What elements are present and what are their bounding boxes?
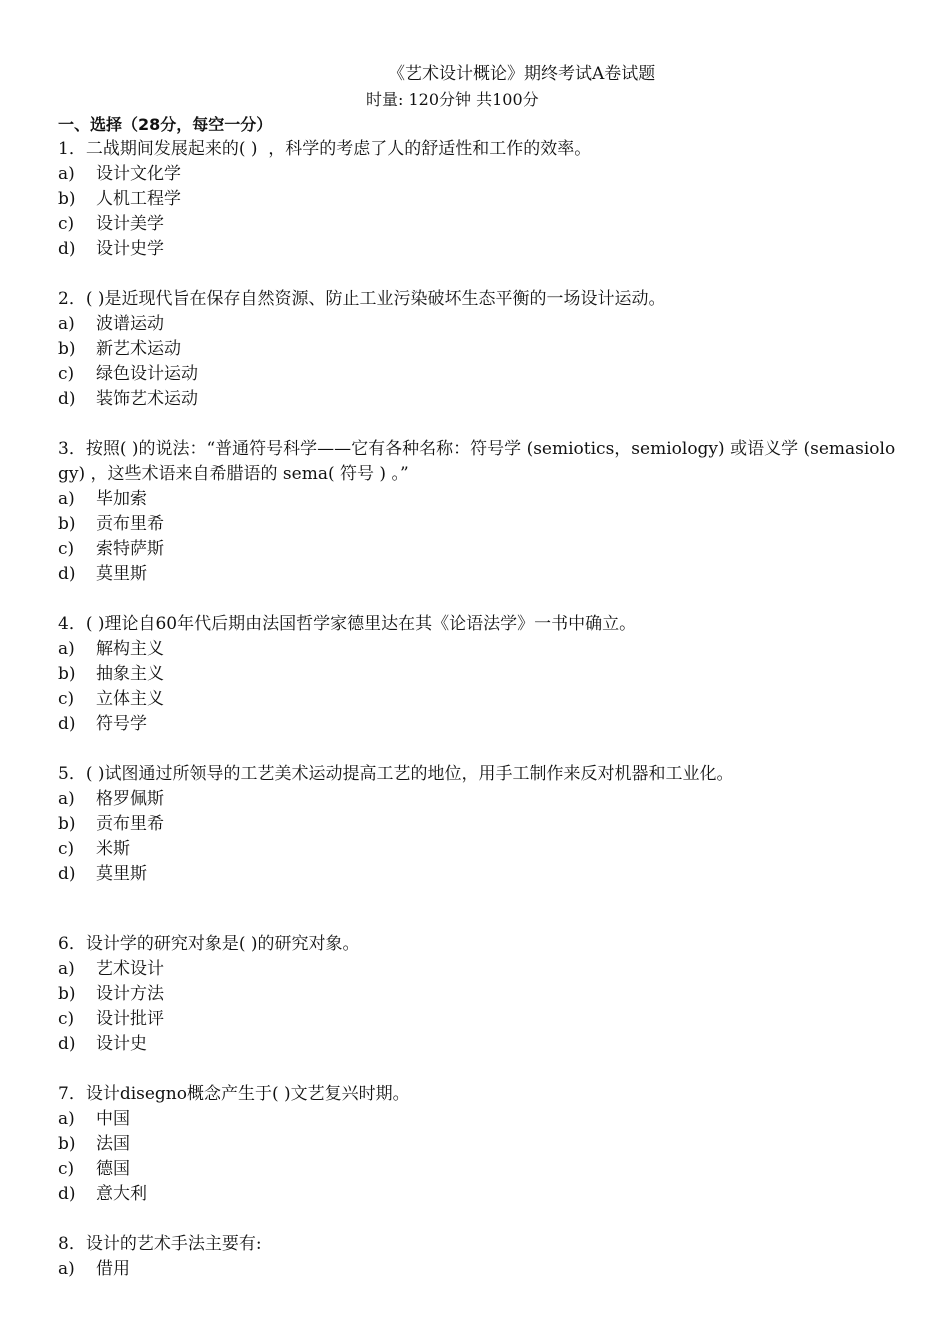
option-text: 设计史 <box>96 1034 147 1054</box>
option-a <box>58 957 898 982</box>
option-text: 法国 <box>96 1134 130 1154</box>
option-d <box>58 1182 898 1207</box>
option-letter: d) <box>58 389 76 409</box>
option-a <box>58 162 898 187</box>
question-1 <box>58 137 898 262</box>
option-letter: c) <box>58 1009 75 1029</box>
option-letter: d) <box>58 564 76 584</box>
option-letter: b) <box>58 339 76 359</box>
option-letter: b) <box>58 814 76 834</box>
option-text: 新艺术运动 <box>96 339 181 359</box>
question-stem: 5．( )试图通过所领导的工艺美术运动提高工艺的地位，用手工制作来反对机器和工业化。 <box>58 764 734 784</box>
option-text: 贡布里希 <box>96 514 164 534</box>
option-letter: b) <box>58 1134 76 1154</box>
option-c <box>58 687 898 712</box>
option-b <box>58 812 898 837</box>
section-heading: 一、选择（28分，每空一分） <box>58 115 273 134</box>
page-title: 《艺术设计概论》期终考试A卷试题 <box>388 64 656 84</box>
option-letter: a) <box>58 164 75 184</box>
option-letter: d) <box>58 714 76 734</box>
option-letter: b) <box>58 514 76 534</box>
question-6 <box>58 932 898 1057</box>
option-text: 设计文化学 <box>96 164 181 184</box>
option-text: 莫里斯 <box>96 864 147 884</box>
option-text: 意大利 <box>96 1184 147 1204</box>
option-c <box>58 1007 898 1032</box>
spacer <box>58 887 898 932</box>
option-d <box>58 387 898 412</box>
option-text: 设计批评 <box>96 1009 164 1029</box>
question-7 <box>58 1082 898 1207</box>
option-letter: b) <box>58 984 76 1004</box>
question-4 <box>58 612 898 737</box>
option-text: 抽象主义 <box>96 664 164 684</box>
option-b <box>58 662 898 687</box>
option-text: 解构主义 <box>96 639 164 659</box>
question-5 <box>58 762 898 887</box>
option-a <box>58 487 898 512</box>
option-a <box>58 1257 898 1282</box>
option-a <box>58 1107 898 1132</box>
option-text: 中国 <box>96 1109 130 1129</box>
spacer <box>58 1207 898 1232</box>
option-text: 立体主义 <box>96 689 164 709</box>
option-b <box>58 337 898 362</box>
option-c <box>58 837 898 862</box>
option-text: 毕加索 <box>96 489 147 509</box>
option-letter: d) <box>58 1034 76 1054</box>
option-letter: d) <box>58 239 76 259</box>
option-text: 借用 <box>96 1259 130 1279</box>
option-c <box>58 212 898 237</box>
option-letter: a) <box>58 1259 75 1279</box>
question-stem: 1．二战期间发展起来的( ) ，科学的考虑了人的舒适性和工作的效率。 <box>58 139 592 159</box>
option-text: 绿色设计运动 <box>96 364 198 384</box>
question-2 <box>58 287 898 412</box>
option-letter: a) <box>58 959 75 979</box>
option-a <box>58 312 898 337</box>
option-b <box>58 187 898 212</box>
option-a <box>58 637 898 662</box>
spacer <box>58 587 898 612</box>
option-letter: a) <box>58 789 75 809</box>
question-3 <box>58 437 898 587</box>
option-d <box>58 1032 898 1057</box>
option-letter: c) <box>58 689 75 709</box>
spacer <box>58 737 898 762</box>
option-letter: a) <box>58 314 75 334</box>
question-stem: 2．( )是近现代旨在保存自然资源、防止工业污染破坏生态平衡的一场设计运动。 <box>58 289 666 309</box>
option-letter: a) <box>58 639 75 659</box>
question-8 <box>58 1232 898 1282</box>
option-d <box>58 562 898 587</box>
option-letter: c) <box>58 1159 75 1179</box>
option-b <box>58 512 898 537</box>
option-letter: a) <box>58 489 75 509</box>
option-text: 设计方法 <box>96 984 164 1004</box>
option-letter: b) <box>58 189 76 209</box>
option-letter: c) <box>58 364 75 384</box>
option-letter: a) <box>58 1109 75 1129</box>
option-letter: b) <box>58 664 76 684</box>
option-letter: d) <box>58 1184 76 1204</box>
option-text: 德国 <box>96 1159 130 1179</box>
option-text: 装饰艺术运动 <box>96 389 198 409</box>
question-stem: 8．设计的艺术手法主要有: <box>58 1234 262 1254</box>
option-letter: c) <box>58 839 75 859</box>
option-c <box>58 537 898 562</box>
option-text: 索特萨斯 <box>96 539 164 559</box>
spacer <box>58 412 898 437</box>
option-text: 艺术设计 <box>96 959 164 979</box>
option-b <box>58 982 898 1007</box>
option-c <box>58 1157 898 1182</box>
option-a <box>58 787 898 812</box>
option-b <box>58 1132 898 1157</box>
option-d <box>58 237 898 262</box>
spacer <box>58 1057 898 1082</box>
option-letter: c) <box>58 214 75 234</box>
option-c <box>58 362 898 387</box>
question-stem: 4．( )理论自60年代后期由法国哲学家德里达在其《论语法学》一书中确立。 <box>58 614 637 634</box>
option-text: 符号学 <box>96 714 147 734</box>
question-stem: 7．设计disegno概念产生于( )文艺复兴时期。 <box>58 1084 410 1104</box>
question-stem: 6．设计学的研究对象是( )的研究对象。 <box>58 934 360 954</box>
option-text: 人机工程学 <box>96 189 181 209</box>
option-d <box>58 712 898 737</box>
option-letter: c) <box>58 539 75 559</box>
exam-duration-score: 时量: 120分钟 共100分 <box>366 90 539 109</box>
option-letter: d) <box>58 864 76 884</box>
option-text: 设计美学 <box>96 214 164 234</box>
exam-content <box>58 113 898 1282</box>
option-d <box>58 862 898 887</box>
option-text: 莫里斯 <box>96 564 147 584</box>
spacer <box>58 262 898 287</box>
option-text: 贡布里希 <box>96 814 164 834</box>
option-text: 米斯 <box>96 839 130 859</box>
option-text: 波谱运动 <box>96 314 164 334</box>
question-stem: 3．按照( )的说法：“普通符号科学——它有各种名称：符号学 (semiotics，semiology) 或语义学 (semasiology) ，这些术语来自希腊语的 sema( 符号 ) 。” <box>58 439 896 484</box>
option-text: 格罗佩斯 <box>96 789 164 809</box>
option-text: 设计史学 <box>96 239 164 259</box>
